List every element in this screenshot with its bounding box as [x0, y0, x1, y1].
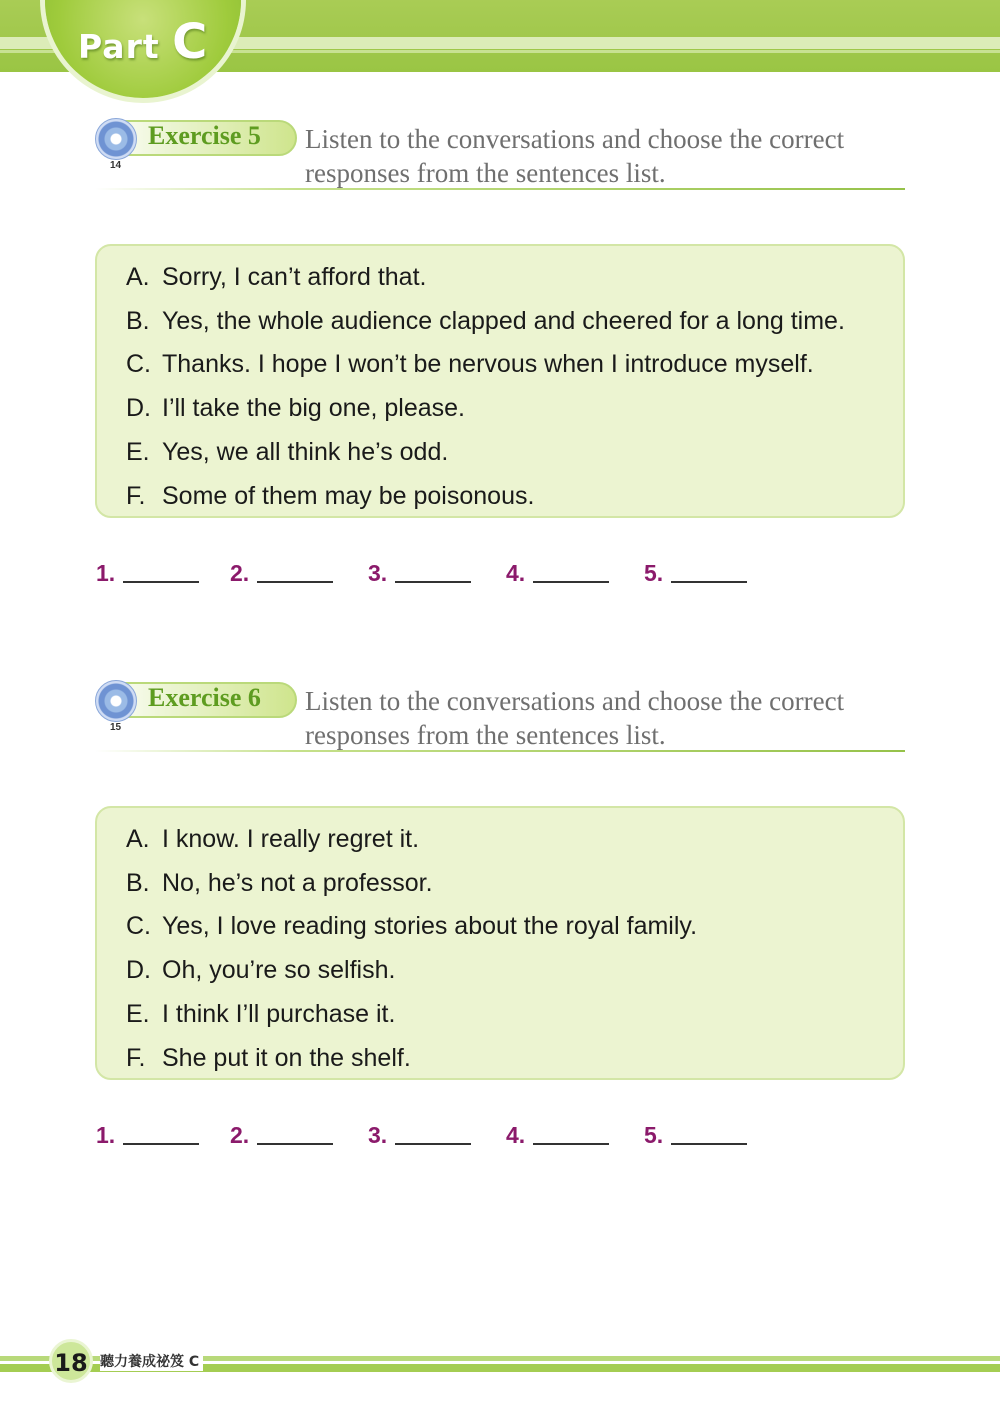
- option-text: Some of them may be poisonous.: [162, 481, 535, 510]
- answer-blank-1[interactable]: [96, 560, 199, 587]
- option-text: Sorry, I can’t afford that.: [162, 263, 427, 291]
- option-c: [126, 343, 903, 387]
- option-c: [126, 905, 903, 949]
- answer-number: 2.: [230, 560, 250, 586]
- answer-line[interactable]: [257, 561, 333, 583]
- option-letter: B.: [126, 868, 150, 897]
- answer-line[interactable]: [395, 1123, 471, 1145]
- answer-number: 4.: [506, 560, 526, 586]
- option-text: She put it on the shelf.: [162, 1043, 411, 1072]
- exercise-divider: [95, 750, 905, 752]
- answer-number: 5.: [644, 560, 664, 586]
- option-letter: A.: [126, 825, 150, 853]
- option-f: [126, 1037, 903, 1081]
- book-title: 聽力養成祕笈 C: [100, 1351, 203, 1371]
- page-number: 18: [54, 1349, 88, 1377]
- option-e: [126, 993, 903, 1037]
- option-text: Yes, we all think he’s odd.: [162, 437, 449, 466]
- answer-number: 2.: [230, 1122, 250, 1148]
- exercise-title: Exercise 5: [148, 121, 261, 150]
- answer-line[interactable]: [123, 561, 199, 583]
- option-b: [126, 862, 903, 906]
- option-letter: F.: [126, 481, 146, 510]
- answer-line[interactable]: [533, 561, 609, 583]
- exercise-6-options: [95, 806, 905, 1080]
- option-b: [126, 300, 903, 344]
- option-letter: C.: [126, 350, 151, 379]
- option-text: Oh, you’re so selfish.: [162, 956, 396, 985]
- answer-number: 3.: [368, 560, 388, 586]
- exercise-title: Exercise 6: [148, 683, 261, 712]
- option-d: [126, 949, 903, 993]
- option-letter: B.: [126, 306, 150, 335]
- exercise-6-header: [95, 680, 905, 760]
- option-letter: F.: [126, 1043, 146, 1072]
- option-letter: E.: [126, 999, 150, 1028]
- option-a: [126, 256, 903, 300]
- answer-blank-2[interactable]: [230, 1122, 333, 1149]
- answer-blank-5[interactable]: [644, 560, 747, 587]
- answer-line[interactable]: [395, 561, 471, 583]
- cd-icon[interactable]: [95, 680, 137, 722]
- answer-number: 1.: [96, 560, 116, 586]
- answer-line[interactable]: [671, 561, 747, 583]
- option-letter: A.: [126, 263, 150, 291]
- option-text: I’ll take the big one, please.: [162, 394, 465, 423]
- answer-number: 5.: [644, 1122, 664, 1148]
- answer-number: 4.: [506, 1122, 526, 1148]
- answer-blank-4[interactable]: [506, 560, 609, 587]
- page-number-badge: [49, 1339, 93, 1383]
- answer-line[interactable]: [257, 1123, 333, 1145]
- option-letter: C.: [126, 912, 151, 941]
- option-text: Thanks. I hope I won’t be nervous when I introduce myself.: [162, 350, 814, 379]
- track-number: 15: [110, 722, 122, 733]
- option-letter: D.: [126, 394, 151, 423]
- part-label: [78, 14, 208, 70]
- answer-blank-4[interactable]: [506, 1122, 609, 1149]
- exercise-divider: [95, 188, 905, 190]
- answer-blank-5[interactable]: [644, 1122, 747, 1149]
- cd-icon[interactable]: [95, 118, 137, 160]
- answer-number: 1.: [96, 1122, 116, 1148]
- option-text: Yes, the whole audience clapped and cheered for a long time.: [162, 306, 845, 335]
- answer-blank-3[interactable]: [368, 560, 471, 587]
- option-text: No, he’s not a professor.: [162, 868, 433, 897]
- option-text: I know. I really regret it.: [162, 825, 420, 853]
- exercise-instruction: Listen to the conversations and choose the correct responses from the sentences list.: [305, 124, 845, 188]
- track-number: 14: [110, 160, 122, 171]
- exercise-5-header: [95, 118, 905, 198]
- option-text: Yes, I love reading stories about the royal family.: [162, 912, 698, 941]
- answer-line[interactable]: [671, 1123, 747, 1145]
- option-text: I think I’ll purchase it.: [162, 999, 396, 1028]
- answer-number: 3.: [368, 1122, 388, 1148]
- answer-blank-2[interactable]: [230, 560, 333, 587]
- answer-blank-1[interactable]: [96, 1122, 199, 1149]
- part-word: Part: [78, 27, 160, 66]
- answer-line[interactable]: [533, 1123, 609, 1145]
- exercise-5-options: [95, 244, 905, 518]
- option-d: [126, 387, 903, 431]
- answer-blank-3[interactable]: [368, 1122, 471, 1149]
- option-e: [126, 431, 903, 475]
- part-letter: C: [172, 14, 209, 70]
- exercise-instruction: Listen to the conversations and choose the correct responses from the sentences list.: [305, 686, 845, 750]
- option-letter: D.: [126, 956, 151, 985]
- option-letter: E.: [126, 437, 150, 466]
- answer-line[interactable]: [123, 1123, 199, 1145]
- option-f: [126, 475, 903, 519]
- option-a: [126, 818, 903, 862]
